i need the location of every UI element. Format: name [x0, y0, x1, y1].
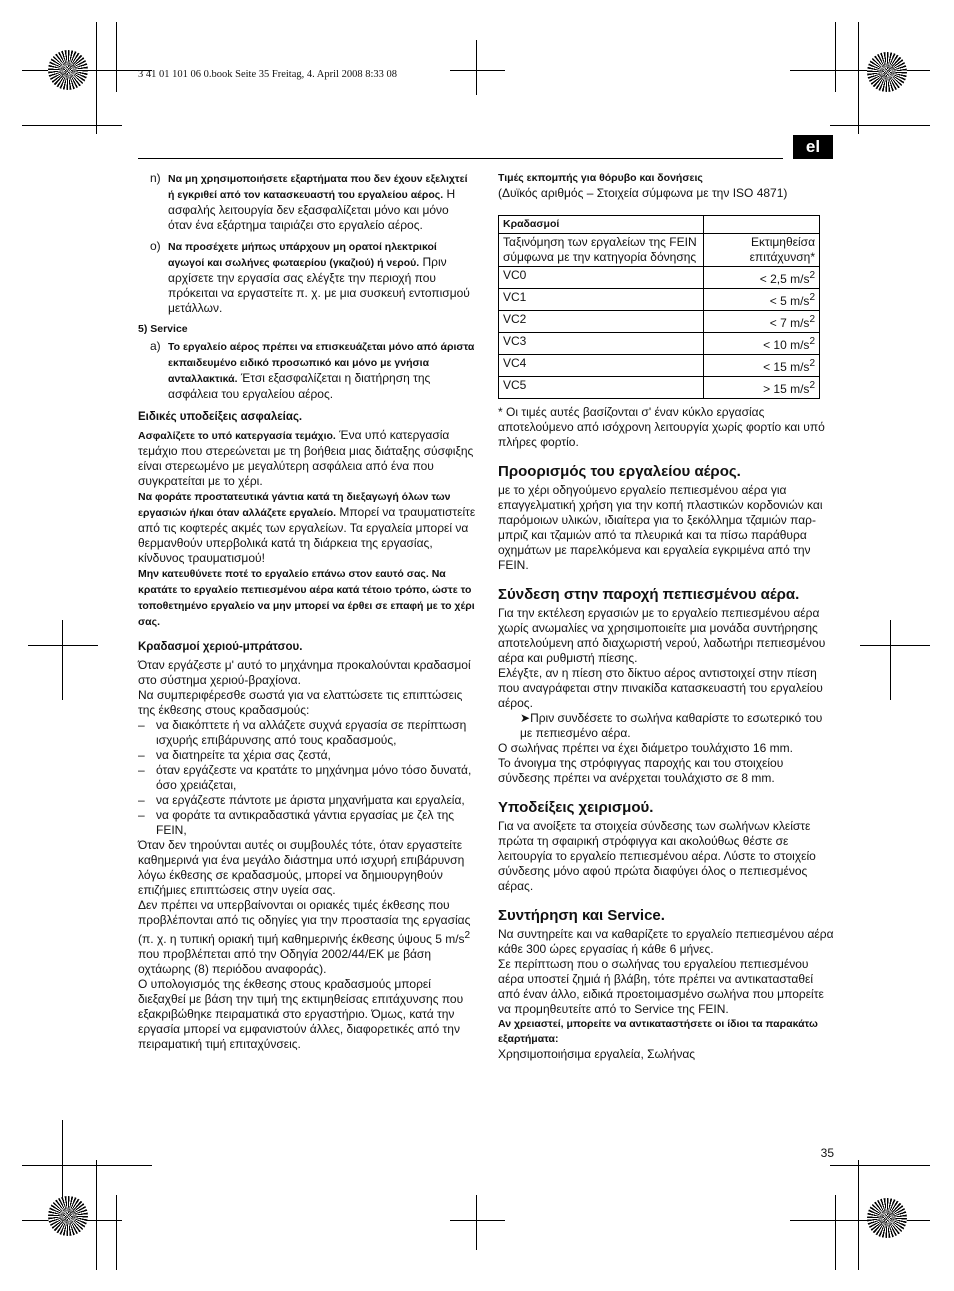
- table-cell: [704, 267, 820, 289]
- service-heading: Συντήρηση και Service.: [498, 907, 665, 924]
- table-row: [499, 377, 820, 399]
- file-header: 3 41 01 101 06 0.book Seite 35 Freitag, 4. April 2008 8:33 08: [138, 69, 397, 80]
- superscript: 2: [809, 292, 815, 303]
- purpose-heading: Προορισμός του εργαλείου αέρος.: [498, 463, 741, 480]
- table-cell: [704, 289, 820, 311]
- item-label: a): [150, 339, 161, 353]
- left-column: [138, 171, 476, 1052]
- crop-mark: [450, 70, 505, 71]
- crop-mark: [790, 1220, 930, 1221]
- table-header-cell: Ταξινόμηση των εργαλείων της FEIN σύμφωνα με την κατηγορία δόνησης: [499, 234, 704, 267]
- item-bold: Να μη χρησιμοποιήσετε εξαρτήματα που δεν έχουν εξελιχτεί ή εγκριθεί από τον κατασκευαστή του εργαλείου αέρος.: [168, 173, 468, 201]
- paragraph: με το χέρι οδηγούμενο εργαλείο πεπιεσμένου αέρα για επαγγελματική χρήση για την κοπή πλαστικών κορδονιών και παρόμοιων υλικών, ιδιαίτερα για το ξεκόλλημα τζαμιών παρ-μπριζ και τζαμιών από τα πλευρικά και τα πίσω παράθυρα οχημάτων με παρελκόμενα και εργαλεία εγκριμένα από την FEIN.: [498, 483, 823, 572]
- table-footnote: * Οι τιμές αυτές βασίζονται σ' έναν κύκλο εργασίας αποτελούμενο από ισόχρονη λειτουργία χωρίς φορτίο και υπό πλήρες φορτίο.: [498, 405, 825, 449]
- item-bold: Να προσέχετε μήπως υπάρχουν μη ορατοί ηλεκτρικοί αγωγοί και σωλήνες φωταερίου (γκαζιού) ή νερού.: [168, 241, 437, 269]
- table-cell: VC0: [499, 267, 704, 289]
- item-bold: Το εργαλείο αέρος πρέπει να επισκευάζεται μόνο από άριστα εκπαιδευμένο ειδικό προσωπικό και μόνο με γνήσια ανταλλακτικά.: [168, 341, 475, 385]
- paragraph: Το άνοιγμα της στρόφιγγας παροχής και του στοιχείου σύνδεσης πρέπει να ανέρχεται τουλάχιστο σε 8 mm.: [498, 756, 784, 785]
- table-row: [499, 333, 820, 355]
- paragraph: Ο υπολογισμός της έκθεσης στους κραδασμούς μπορεί διεξαχθεί με βάση την τιμή της εκτιμηθείσας επιτάχυνσης που εξακριβώθηκε πειραματικά στο εργαστήριο. Όμως, κατά την εργασία μπορεί να εμφανιστούν άλλες, διαφορετικές από την πειραματική τιμή επιταχύνσεις.: [138, 977, 464, 1051]
- table-cell: VC5: [499, 377, 704, 399]
- paragraph-bold: Ασφαλίζετε το υπό κατεργασία τεμάχιο.: [138, 430, 336, 442]
- crop-mark: [476, 40, 477, 95]
- paragraph-bold: Αν χρειαστεί, μπορείτε να αντικαταστήσετε οι ίδιοι τα παρακάτω εξαρτήματα:: [498, 1018, 818, 1045]
- registration-mark-icon: [867, 1198, 907, 1238]
- cell-value: < 10 m/s: [763, 338, 810, 352]
- cell-value: < 2,5 m/s: [759, 272, 810, 286]
- table-head: Κραδασμοί: [499, 216, 704, 234]
- paragraph: Σε περίπτωση που ο σωλήνας του εργαλείου πεπιεσμένου αέρα υποστεί ζημιά ή βλάβη, τότε πρέπει να αντικατασταθεί από έναν άλλο, ειδικά προετοιμασμένο σωλήνα που μπορείτε να προμηθευτείτε από το Service της FEIN.: [498, 957, 824, 1016]
- special-safety-heading: Ειδικές υποδείξεις ασφαλείας.: [138, 411, 303, 423]
- cell-value: < 5 m/s: [769, 294, 810, 308]
- crop-mark: [22, 125, 122, 126]
- paragraph-bold: Μην κατευθύνετε ποτέ το εργαλείο επάνω στον εαυτό σας. Να κρατάτε το εργαλείο πεπιεσμένου αέρα κατά τέτοιο τρόπο, ώστε το τοποθετημένο εργαλείο να μην μπορεί να έρθει σε επαφή με το χέρι σας.: [138, 568, 475, 628]
- registration-mark-icon: [48, 1196, 88, 1236]
- table-cell: VC1: [499, 289, 704, 311]
- table-row: [499, 289, 820, 311]
- table-row: [499, 216, 820, 234]
- paragraph: Ο σωλήνας πρέπει να έχει διάμετρο τουλάχιστο 16 mm.: [498, 741, 793, 755]
- list-item: – να φοράτε τα αντικραδαστικά γάντια εργασίας με ζελ της FEIN,: [138, 808, 476, 838]
- paragraph: Για την εκτέλεση εργασιών με το εργαλείο πεπιεσμένου αέρα χωρίς ανωμαλίες να χρησιμοποιείτε μια μονάδα συντήρησης αποτελούμενη από διαχωριστή νερού, λαδωτήρι πεπιεσμένου αέρα και ρυθμιστή πίεσης.: [498, 606, 826, 665]
- handling-heading: Υποδείξεις χειρισμού.: [498, 799, 654, 816]
- superscript: 2: [464, 930, 471, 941]
- cell-value: < 7 m/s: [769, 316, 810, 330]
- crop-mark: [835, 22, 836, 92]
- crop-mark: [890, 620, 891, 700]
- language-tab: el: [793, 135, 833, 159]
- crop-mark: [858, 22, 859, 134]
- item-label: o): [150, 239, 161, 253]
- instruction-text: Πριν συνδέσετε το σωλήνα καθαρίστε το εσωτερικό του με πεπιεσμένο αέρα.: [520, 711, 823, 740]
- paragraph: [138, 566, 476, 630]
- paragraph: Χρησιμοποιήσιμα εργαλεία, Σωλήνας: [498, 1047, 696, 1061]
- crop-mark: [830, 1165, 930, 1166]
- table-cell: VC3: [499, 333, 704, 355]
- safety-item-o: [138, 239, 476, 316]
- crop-mark: [116, 1195, 117, 1270]
- emission-heading: Τιμές εκπομπής για θόρυβο και δονήσεις: [498, 172, 703, 184]
- emission-subheading: (Δυϊκός αριθμός – Στοιχεία σύμφωνα με την ISO 4871): [498, 186, 788, 200]
- table-cell: [704, 311, 820, 333]
- section-5-title: 5) Service: [138, 323, 188, 335]
- table-row: [499, 355, 820, 377]
- table-header-cell: Εκτιμηθείσα επιτάχυνση*: [704, 234, 820, 267]
- superscript: 2: [809, 380, 815, 391]
- item-text: Έτσι εξασφαλίζεται η διατήρηση της ασφάλεια του εργαλείου αέρος.: [168, 371, 431, 401]
- paragraph-text: Δεν πρέπει να υπερβαίνονται οι οριακές τιμές έκθεσης που προβλέπονται από τις οδηγίες για την προστασία της εργασίας (π. χ. η τυπική οριακή τιμή καθημερινής έκθεσης ύψους 5 m/s: [138, 898, 471, 946]
- crop-mark: [96, 22, 97, 134]
- table-cell: VC2: [499, 311, 704, 333]
- crop-mark: [790, 70, 930, 71]
- table-row: [499, 267, 820, 289]
- vibration-table: [498, 215, 820, 399]
- paragraph: [138, 898, 476, 977]
- item-label: n): [150, 171, 161, 185]
- registration-mark-icon: [48, 50, 88, 90]
- crop-mark: [858, 1160, 859, 1270]
- crop-mark: [116, 22, 117, 92]
- crop-mark: [830, 125, 930, 126]
- list-item: – να διατηρείτε τα χέρια σας ζεστά,: [138, 748, 476, 763]
- superscript: 2: [809, 270, 815, 281]
- right-column: [498, 171, 835, 1062]
- table-cell: VC4: [499, 355, 704, 377]
- crop-mark: [450, 1220, 505, 1221]
- connection-heading: Σύνδεση στην παροχή πεπιεσμένου αέρα.: [498, 586, 800, 603]
- crop-mark: [860, 645, 930, 646]
- paragraph: Για να ανοίξετε τα στοιχεία σύνδεσης των σωλήνων κλείστε πρώτα τη σφαιρική στρόφιγγα και ακολούθως θέστε σε λειτουργία το εργαλείο πεπιεσμένου αέρα. Λύστε το στοιχείο σύνδεσης μόνο αφού πρώτα διαφύγει όλος ο πεπιεσμένος αέρας.: [498, 819, 816, 893]
- crop-mark: [62, 1120, 63, 1200]
- table-row: [499, 234, 820, 267]
- vibration-tips-list: [138, 718, 476, 838]
- paragraph-text: Μπορεί να τραυματιστείτε από τις κοφτερές ακμές των εργαλείων. Τα εργαλεία μπορεί να θερμανθούν υπερβολικά κατά τη διάρκεια της εργασίας, κίνδυνος τραυματισμού!: [138, 505, 476, 565]
- page-number: 35: [820, 1146, 834, 1160]
- header-rule: [138, 158, 783, 159]
- safety-item-a: [138, 339, 476, 402]
- paragraph: Όταν εργάζεστε μ' αυτό το μηχάνημα προκαλούνται κραδασμοί στο σύστημα χεριού-βραχίονα.: [138, 658, 471, 687]
- paragraph: Να συμπεριφέρεσθε σωστά για να ελαττώσετε τις επιπτώσεις της έκθεσης στους κραδασμούς:: [138, 688, 463, 717]
- list-item: – όταν εργάζεστε να κρατάτε το μηχάνημα μόνο τόσο δυνατά, όσο χρειάζεται,: [138, 763, 476, 793]
- paragraph: [138, 428, 476, 489]
- arrow-icon: ➤: [520, 711, 531, 725]
- paragraph-text: Ένα υπό κατεργασία τεμάχιο που στερεώνεται με τη βοήθεια μιας διάταξης σύσφιξης είναι στερεωμένο με μεγαλύτερη ασφάλεια από ένα που συγκρατείται με το χέρι.: [138, 428, 474, 488]
- crop-mark: [96, 1160, 97, 1270]
- paragraph-text: που προβλέπεται από την Οδηγία 2002/44/ΕΚ με βάση οχτάωρης (8) περιόδου αναφοράς).: [138, 947, 432, 976]
- table-cell: [704, 216, 820, 234]
- table-cell: [704, 333, 820, 355]
- item-text: Η ασφαλής λειτουργία δεν εξασφαλίζεται μόνο και μόνο όταν ένα εξάρτημα ταιριάζει στο εργαλείο αέρος.: [168, 187, 456, 232]
- list-item: – να διακόπτετε ή να αλλάζετε συχνά εργασία σε περίπτωση ισχυρής επιβάρυνσης από τους κραδασμούς,: [138, 718, 476, 748]
- registration-mark-icon: [867, 52, 907, 92]
- list-item: – να εργάζεστε πάντοτε με άριστα μηχανήματα και εργαλεία,: [138, 793, 476, 808]
- crop-mark: [22, 1165, 152, 1166]
- safety-item-n: [138, 171, 476, 233]
- table-cell: [704, 355, 820, 377]
- superscript: 2: [809, 336, 815, 347]
- cell-value: < 15 m/s: [763, 360, 810, 374]
- paragraph: Να συντηρείτε και να καθαρίζετε το εργαλείο πεπιεσμένου αέρα κάθε 300 ώρες εργασίας ή κάθε 6 μήνες.: [498, 927, 834, 956]
- paragraph: [138, 489, 476, 566]
- crop-mark: [28, 645, 98, 646]
- vibration-heading: Κραδασμοί χεριού-μπράτσου.: [138, 641, 303, 653]
- item-text: Πριν αρχίσετε την εργασία σας ελέγξτε την περιοχή που πρόκειται να εργαστείτε π. χ. με μια συσκευή εντοπισμού μετάλλων.: [168, 255, 470, 315]
- instruction-step: [498, 711, 835, 741]
- superscript: 2: [809, 314, 815, 325]
- crop-mark: [835, 1195, 836, 1270]
- paragraph-bold: Να φοράτε προστατευτικά γάντια κατά τη διεξαγωγή όλων των εργασιών ή/και όταν αλλάζετε εργαλείο.: [138, 491, 451, 519]
- crop-mark: [476, 1195, 477, 1250]
- table-cell: [704, 377, 820, 399]
- superscript: 2: [809, 358, 815, 369]
- paragraph: Όταν δεν τηρούνται αυτές οι συμβουλές τότε, όταν εργαστείτε καθημερινά για ένα μεγάλο διάστημα υπό ισχυρή επιβάρυνση λόγω έκθεσης σε κραδασμούς, μπορεί να δημιουργηθούν επιζήμιες επιπτώσεις στην υγεία σας.: [138, 838, 465, 897]
- crop-mark: [62, 620, 63, 700]
- cell-value: > 15 m/s: [763, 382, 810, 396]
- table-row: [499, 311, 820, 333]
- paragraph: Ελέγξτε, αν η πίεση στο δίκτυο αέρος αντιστοιχεί στην πίεση που αναγράφεται στην πινακίδα κατασκευαστή του εργαλείου αέρος.: [498, 666, 823, 710]
